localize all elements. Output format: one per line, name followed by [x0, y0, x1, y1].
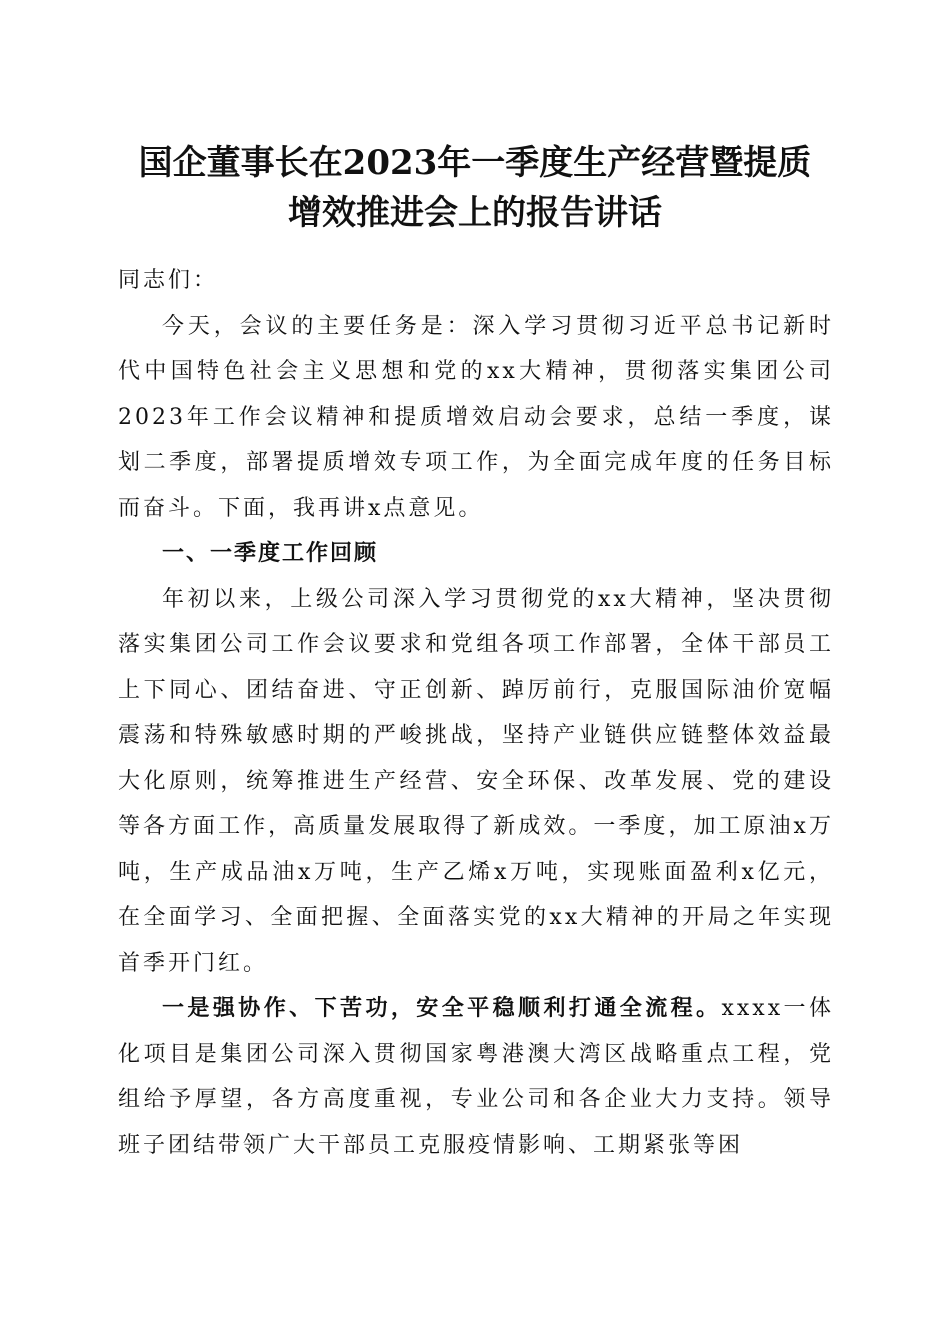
point-1-text: xxxx一体化项目是集团公司深入贯彻国家粤港澳大湾区战略重点工程，党组给予厚望，各方高度重视，专业公司和各企业大力支持。领导班子团结带领广大干部员工克服疫情影响、工期紧张等困 [118, 996, 834, 1158]
point-1-lead: 一是强协作、下苦功，安全平稳顺利打通全流程。 [162, 995, 722, 1021]
paragraph-point-1 [118, 986, 834, 1168]
title-line-2: 增效推进会上的报告讲话 [288, 193, 662, 233]
paragraph-review: 年初以来，上级公司深入学习贯彻党的xx大精神，坚决贯彻落实集团公司工作会议要求和党组各项工作部署，全体干部员工上下同心、团结奋进、守正创新、踔厉前行，克服国际油价宽幅震荡和特殊敏感时期的严峻挑战，坚持产业链供应链整体效益最大化原则，统筹推进生产经营、安全环保、改革发展、党的建设等各方面工作，高质量发展取得了新成效。一季度，加工原油x万吨，生产成品油x万吨，生产乙烯x万吨，实现账面盈利x亿元，在全面学习、全面把握、全面落实党的xx大精神的开局之年实现首季开门红。 [118, 586, 834, 976]
paragraph-intro: 今天，会议的主要任务是：深入学习贯彻习近平总书记新时代中国特色社会主义思想和党的xx大精神，贯彻落实集团公司2023年工作会议精神和提质增效启动会要求，总结一季度，谋划二季度，部署提质增效专项工作，为全面完成年度的任务目标而奋斗。下面，我再讲x点意见。 [118, 313, 834, 521]
section-heading-1: 一、一季度工作回顾 [162, 541, 379, 566]
document-body [118, 258, 834, 1168]
document-title [60, 138, 890, 238]
salutation: 同志们： [118, 268, 219, 293]
title-line-1: 国企董事长在2023年一季度生产经营暨提质 [138, 143, 812, 183]
